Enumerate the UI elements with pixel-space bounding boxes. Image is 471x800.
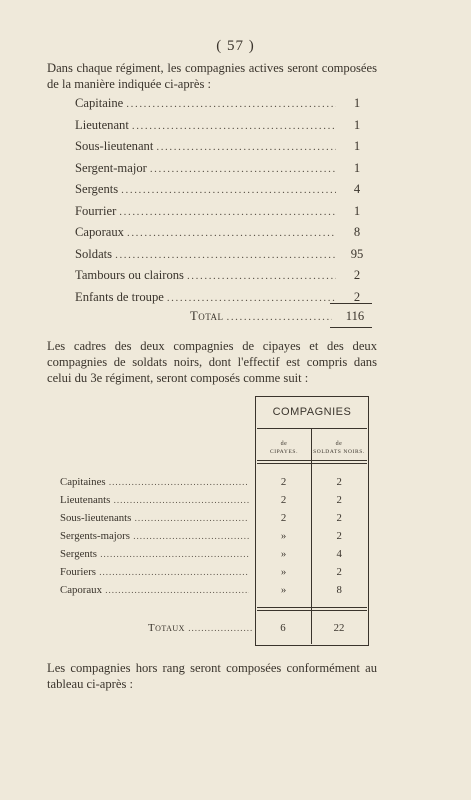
- dot-leader: [226, 311, 332, 323]
- row-label: Sous-lieutenants .....: [60, 512, 249, 524]
- column-header-bottom: CIPAYES.: [269, 449, 299, 455]
- cell-cipayes: 2: [280, 512, 287, 524]
- item-value: 1: [353, 203, 361, 218]
- row-label: Sergents-majors .....: [60, 530, 249, 542]
- item-value: 2: [353, 268, 361, 282]
- item-value: 2: [353, 289, 361, 304]
- list-item: [75, 204, 375, 226]
- dot-leader: [156, 141, 336, 153]
- dot-leader: [132, 120, 336, 132]
- totals-label: Totaux .....: [148, 622, 252, 634]
- item-label: Lieutenant: [75, 117, 129, 132]
- list-item: [75, 96, 375, 118]
- dot-leader: [119, 206, 336, 218]
- table-row: [60, 476, 367, 492]
- dot-leader: [115, 249, 336, 261]
- dot-leader: [121, 184, 336, 196]
- list-item: [75, 225, 375, 247]
- table-header: COMPAGNIES: [272, 406, 352, 418]
- cell-soldats-noirs: 2: [336, 512, 342, 524]
- item-label: Tambours ou clairons: [75, 268, 184, 282]
- closing-paragraph: Les compagnies hors rang seront composées conformément au tableau ci-après :: [47, 661, 377, 691]
- cell-cipayes: »: [280, 566, 287, 578]
- total-soldats-noirs: 22: [333, 622, 345, 634]
- company-composition-list: [75, 96, 375, 311]
- table-row: [60, 512, 367, 528]
- cadres-paragraph: Les cadres des deux compagnies de cipayes et des deux compagnies de soldats noirs, dont l'effectif est compris dans celui du 3e régiment, seront composés comme suit :: [47, 339, 377, 385]
- row-label: Lieutenants .....: [60, 494, 249, 506]
- item-value: 1: [353, 160, 361, 175]
- row-label: Fouriers .....: [60, 566, 249, 578]
- total-value: 116: [345, 309, 365, 323]
- cell-soldats-noirs: 2: [336, 530, 342, 542]
- cell-cipayes: 2: [280, 494, 287, 506]
- total-label: Total: [190, 309, 224, 323]
- list-item: [75, 268, 375, 290]
- table-row: [60, 548, 367, 564]
- item-label: Sergents: [75, 182, 119, 196]
- cell-soldats-noirs: 8: [336, 584, 342, 596]
- cell-cipayes: »: [280, 530, 287, 542]
- column-header-cipayes: [257, 440, 311, 456]
- column-header-top: de: [280, 441, 288, 447]
- table-row: [60, 494, 367, 510]
- table-rule: [257, 460, 367, 461]
- item-label: Enfants de troupe: [75, 289, 164, 304]
- cell-cipayes: »: [280, 584, 287, 596]
- dot-leader: [167, 292, 336, 304]
- cell-soldats-noirs: 2: [336, 476, 342, 488]
- column-header-soldats-noirs: [312, 440, 366, 456]
- page-number: ( 57 ): [216, 38, 255, 54]
- table-rule: [257, 463, 367, 464]
- dot-leader: [150, 163, 336, 175]
- list-item: [75, 290, 375, 312]
- item-value: 1: [353, 139, 361, 153]
- dot-leader: [187, 270, 336, 282]
- item-label: Sergent-major: [75, 160, 147, 175]
- cell-cipayes: »: [280, 548, 287, 560]
- item-label: Soldats: [75, 246, 113, 261]
- table-row: [60, 584, 367, 600]
- column-header-top: de: [335, 441, 343, 447]
- dot-leader: [126, 98, 336, 110]
- row-label: Caporaux .....: [60, 584, 249, 596]
- list-item: [75, 139, 375, 161]
- row-label: Capitaines .....: [60, 476, 249, 488]
- list-item: [75, 247, 375, 269]
- item-label: Caporaux: [75, 225, 124, 239]
- table-rule: [257, 610, 367, 611]
- total-row: [190, 309, 375, 324]
- list-item: [75, 161, 375, 183]
- item-value: 8: [353, 225, 361, 239]
- cell-soldats-noirs: 4: [336, 548, 342, 560]
- totals-row: [148, 622, 367, 634]
- table-rule: [257, 428, 367, 429]
- item-value: 95: [350, 246, 364, 261]
- item-value: 1: [353, 117, 361, 132]
- total-rule-top: [330, 303, 372, 304]
- cell-soldats-noirs: 2: [336, 566, 342, 578]
- item-label: Fourrier: [75, 203, 117, 218]
- item-value: 1: [353, 96, 361, 110]
- dot-leader: [127, 227, 336, 239]
- item-value: 4: [353, 182, 361, 196]
- table-row: [60, 530, 367, 546]
- list-item: [75, 182, 375, 204]
- table-rule: [257, 607, 367, 608]
- total-rule-bottom: [330, 327, 372, 328]
- item-label: Sous-lieutenant: [75, 139, 154, 153]
- table-row: [60, 566, 367, 582]
- cell-soldats-noirs: 2: [336, 494, 342, 506]
- column-header-bottom: SOLDATS NOIRS.: [313, 449, 365, 455]
- item-label: Capitaine: [75, 96, 124, 110]
- list-item: [75, 118, 375, 140]
- row-label: Sergents .....: [60, 548, 249, 560]
- cell-cipayes: 2: [280, 476, 287, 488]
- intro-paragraph: Dans chaque régiment, les compagnies actives seront composées de la manière indiquée ci-après :: [47, 61, 377, 91]
- total-cipayes: 6: [280, 622, 286, 634]
